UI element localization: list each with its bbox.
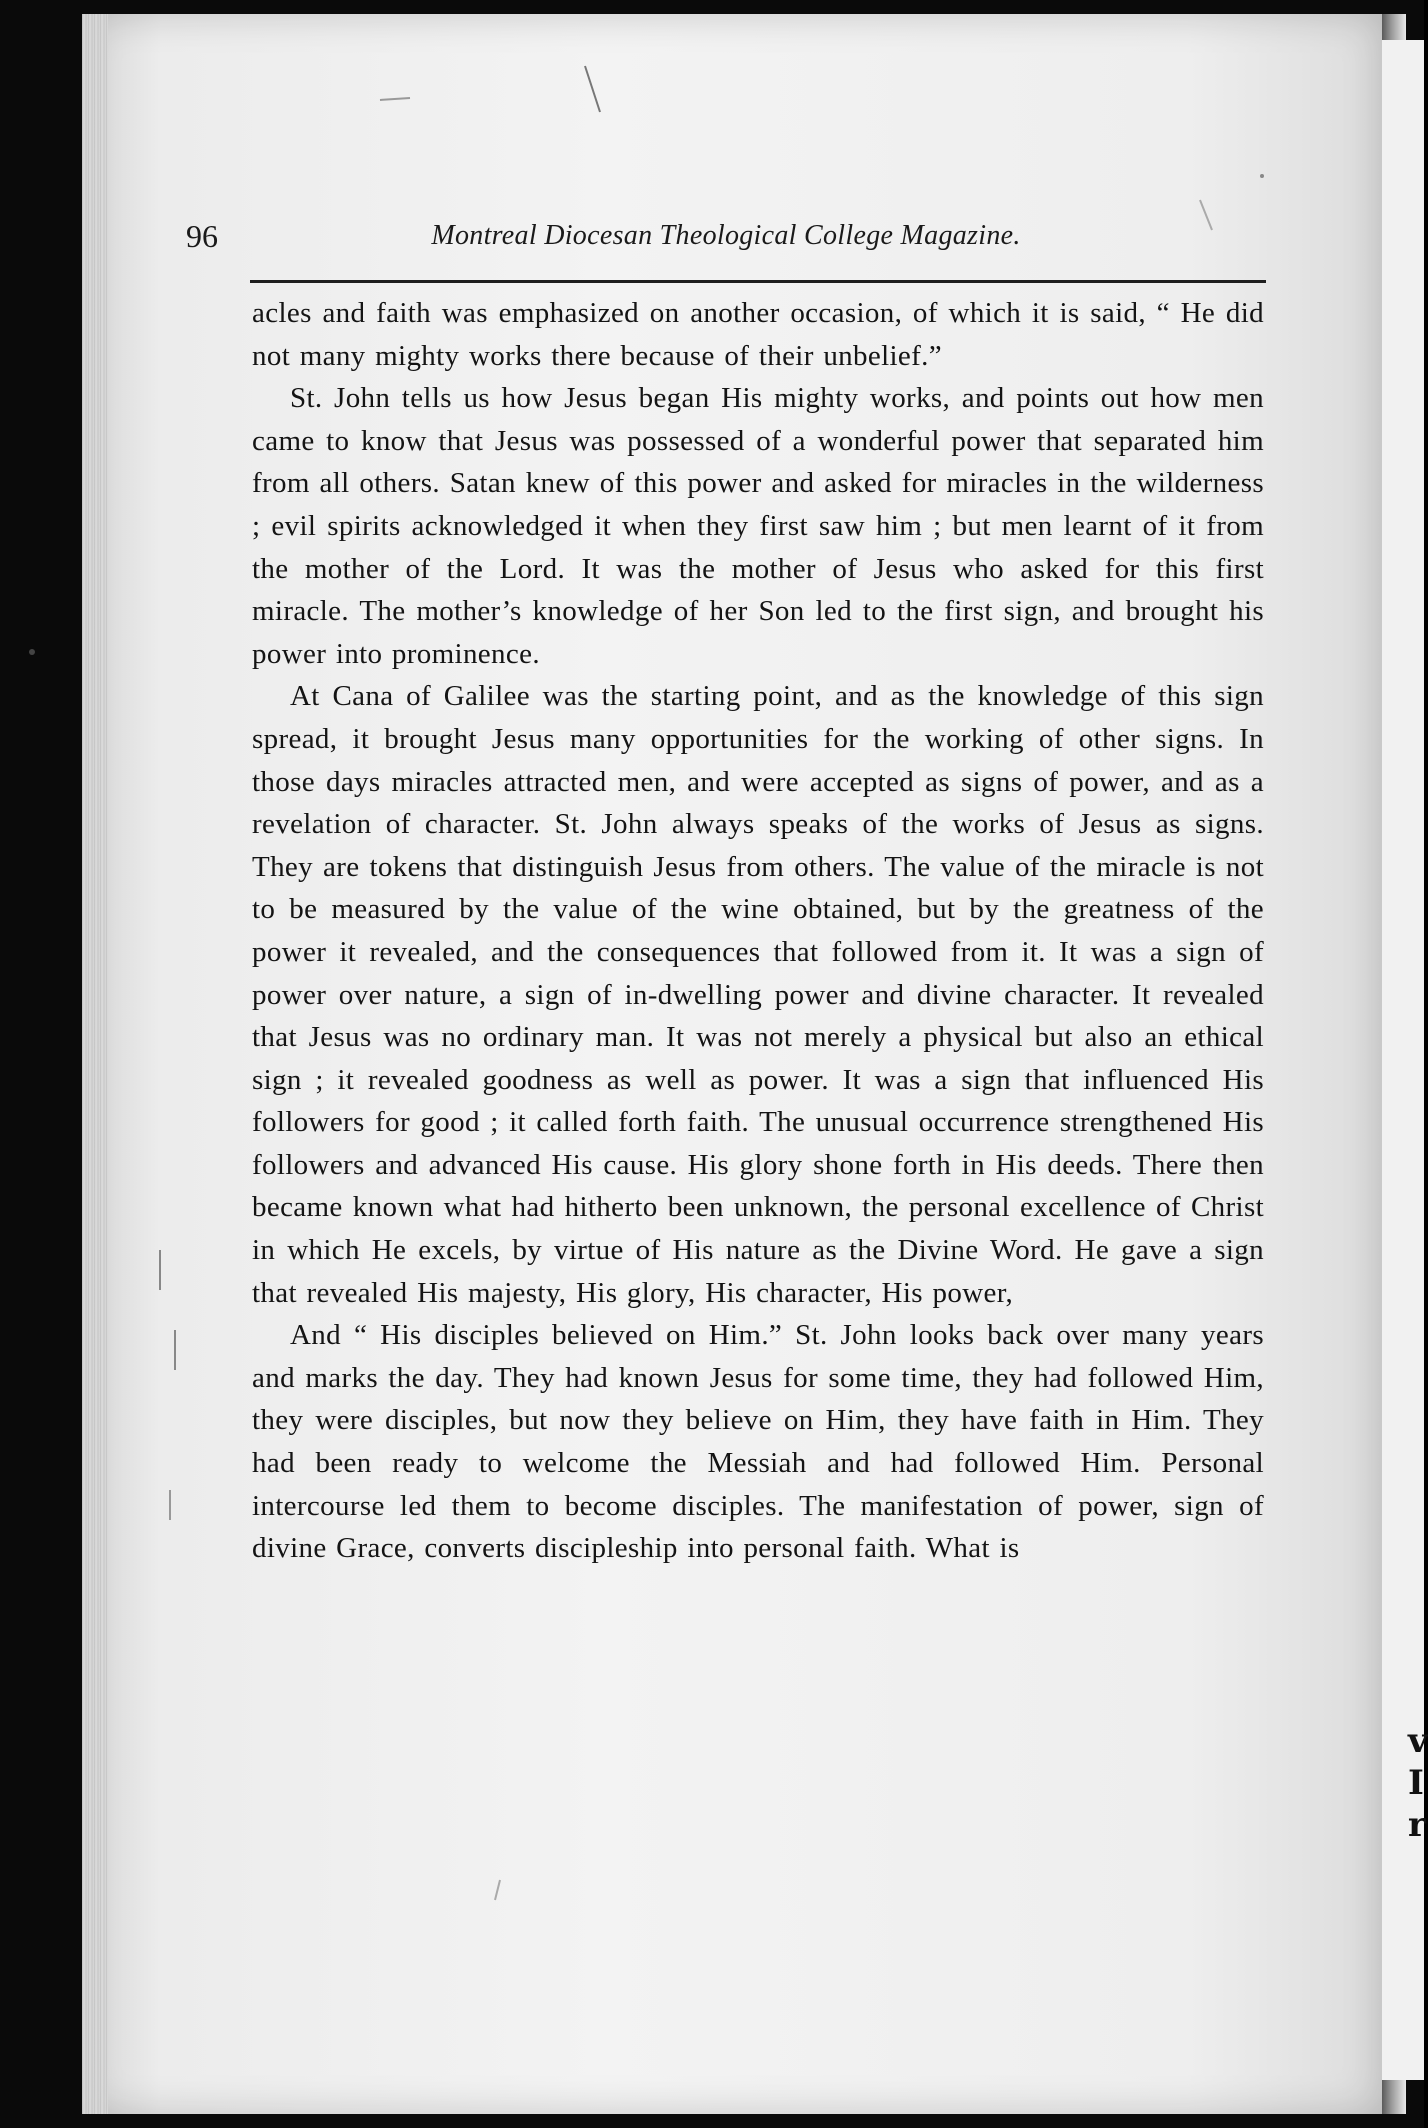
running-title: Montreal Diocesan Theological College Magazine. [431,220,1021,251]
paragraph-1: acles and faith was emphasized on another occasion, of which it is said, “ He did not many mighty works there because of their unbelief.” [252,297,1264,372]
article-body [252,292,1264,1570]
paragraph-3: At Cana of Galilee was the starting point, and as the knowledge of this sign spread, it brought Jesus many opportunities for the working of other signs. In those days miracles attracted men, and were accepted as signs of power, and as a revelation of character. St. John always speaks of the works of Jesus as signs. They are tokens that distinguish Jesus from others. The value of the miracle is not to be measured by the value of the wine obtained, but by the greatness of the power it revealed, and the consequences that followed from it. It was a sign of power over nature, a sign of in-dwelling power and divine character. It revealed that Jesus was no ordinary man. It was not merely a physical but also an ethical sign ; it revealed goodness as well as power. It was a sign that influenced His followers for good ; it called forth faith. The unusual occurrence strengthened His followers and advanced His cause. His glory shone forth in His deeds. There then became known what had hitherto been unknown, the personal excellence of Christ in which He excels, by virtue of His nature as the Divine Word. He gave a sign that revealed His majesty, His glory, His character, His power, [252,680,1264,1309]
running-header [186,218,1266,258]
facing-page-text-fragment: v I r [1408,1721,1428,1845]
paragraph-4: And “ His disciples believed on Him.” St. John looks back over many years and marks the day. They had known Jesus for some time, they had followed Him, they were disciples, but now they believe on Him, they have faith in Him. They had been ready to welcome the Messiah and had followed Him. Personal intercourse led them to become disciples. The manifestation of power, sign of divine Grace, converts discipleship into personal faith. What is [252,1319,1264,1565]
page-number: 96 [186,218,218,254]
paragraph-2: St. John tells us how Jesus began His mighty works, and points out how men came to know that Jesus was possessed of a wonderful power that separated him from all others. Satan knew of this power and asked for miracles in the wilderness ; evil spirits acknowledged it when they first saw him ; but men learnt of it from the mother of the Lord. It was the mother of Jesus who asked for this first miracle. The mother’s knowledge of her Son led to the first sign, and brought his power into prominence. [252,382,1264,670]
page-stack-edge [82,14,108,2114]
header-rule [250,280,1266,283]
